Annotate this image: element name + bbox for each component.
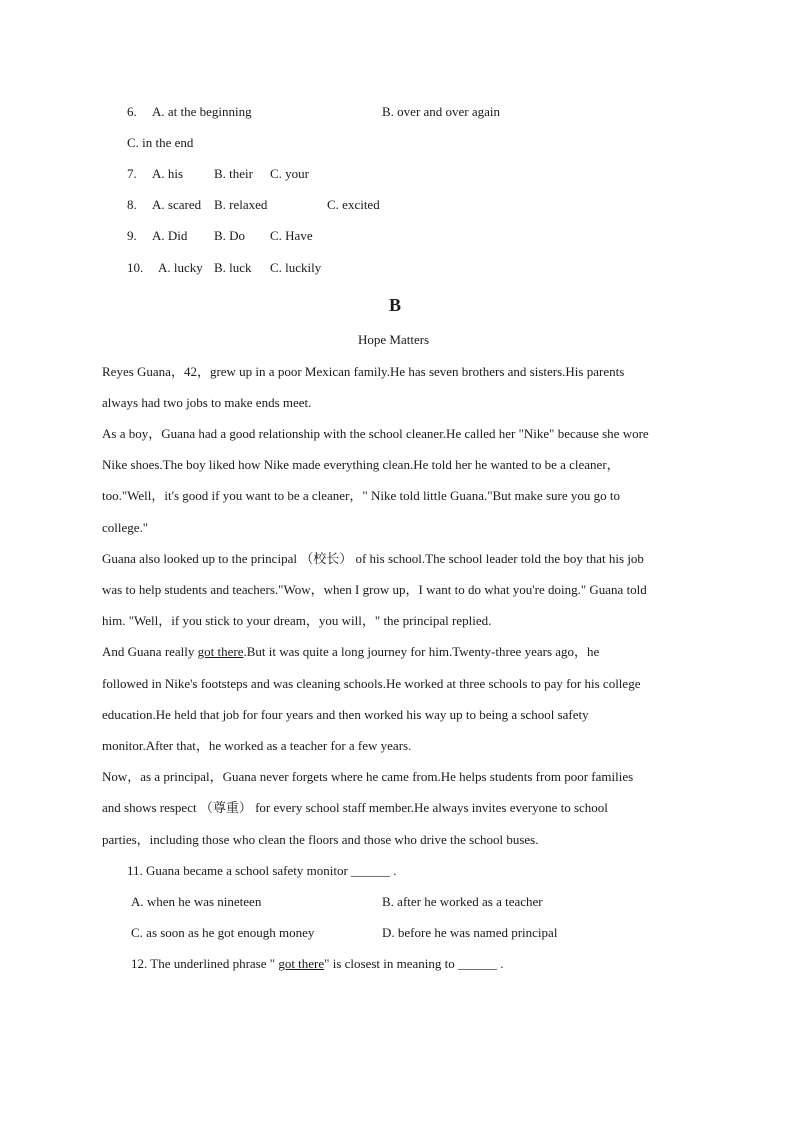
option-7b: B. their bbox=[214, 166, 253, 181]
option-8-number: 8. bbox=[127, 197, 137, 212]
passage-line: always had two jobs to make ends meet. bbox=[102, 395, 312, 410]
passage-line: college." bbox=[102, 520, 149, 535]
question-12-stem bbox=[131, 956, 504, 972]
option-9a: A. Did bbox=[152, 228, 188, 243]
question-11-stem: 11. Guana became a school safety monitor ______ . bbox=[127, 863, 397, 878]
option-6c: C. in the end bbox=[127, 135, 194, 150]
passage-line: As a boy，Guana had a good relationship with the school cleaner.He called her "Nike" because she wore bbox=[102, 426, 649, 441]
underlined-phrase: got there bbox=[197, 644, 244, 659]
option-8b: B. relaxed bbox=[214, 197, 268, 212]
option-7-number: 7. bbox=[127, 166, 137, 181]
option-6-number: 6. bbox=[127, 104, 137, 119]
option-9c: C. Have bbox=[270, 228, 313, 243]
passage-title: Hope Matters bbox=[358, 332, 430, 347]
passage-line: parties，including those who clean the floors and those who drive the school buses. bbox=[102, 832, 539, 847]
passage-line: Guana also looked up to the principal （校长） of his school.The school leader told the boy that his job bbox=[102, 551, 644, 566]
question-text: " is closest in meaning to ______ . bbox=[324, 956, 504, 971]
passage-line: Now，as a principal，Guana never forgets where he came from.He helps students from poor families bbox=[102, 769, 634, 784]
question-11-option-a: A. when he was nineteen bbox=[131, 894, 262, 909]
passage-line: education.He held that job for four years and then worked his way up to being a school safety bbox=[102, 707, 589, 722]
option-10b: B. luck bbox=[214, 260, 252, 275]
passage-line: and shows respect （尊重） for every school staff member.He always invites everyone to school bbox=[102, 800, 608, 815]
passage-line: him. "Well，if you stick to your dream，you will，" the principal replied. bbox=[102, 613, 492, 628]
passage-line: was to help students and teachers."Wow，when I grow up，I want to do what you're doing." Guana told bbox=[102, 582, 647, 597]
passage-line: Reyes Guana，42，grew up in a poor Mexican family.He has seven brothers and sisters.His parents bbox=[102, 364, 625, 379]
underlined-phrase: got there bbox=[278, 956, 325, 971]
option-10c: C. luckily bbox=[270, 260, 322, 275]
option-8c: C. excited bbox=[327, 197, 380, 212]
passage-text: And Guana really bbox=[102, 644, 198, 659]
option-10-number: 10. bbox=[127, 260, 144, 275]
option-7a: A. his bbox=[152, 166, 184, 181]
option-7c: C. your bbox=[270, 166, 309, 181]
passage-line: too."Well，it's good if you want to be a cleaner，" Nike told little Guana."But make sure you go to bbox=[102, 488, 620, 503]
option-10a: A. lucky bbox=[158, 260, 203, 275]
passage-line: followed in Nike's footsteps and was cleaning schools.He worked at three schools to pay for his college bbox=[102, 676, 641, 691]
option-8a: A. scared bbox=[152, 197, 202, 212]
question-11-option-d: D. before he was named principal bbox=[382, 925, 558, 940]
question-11-option-b: B. after he worked as a teacher bbox=[382, 894, 543, 909]
option-9-number: 9. bbox=[127, 228, 137, 243]
question-11-option-c: C. as soon as he got enough money bbox=[131, 925, 315, 940]
section-letter: B bbox=[389, 295, 402, 315]
option-6a: A. at the beginning bbox=[152, 104, 252, 119]
passage-line-with-underline bbox=[102, 644, 599, 660]
passage-line: monitor.After that，he worked as a teacher for a few years. bbox=[102, 738, 412, 753]
passage-text: .But it was quite a long journey for him.Twenty-three years ago，he bbox=[243, 644, 600, 659]
option-6b: B. over and over again bbox=[382, 104, 501, 119]
passage-line: Nike shoes.The boy liked how Nike made everything clean.He told her he wanted to be a cleaner， bbox=[102, 457, 620, 472]
option-9b: B. Do bbox=[214, 228, 246, 243]
question-text: 12. The underlined phrase " bbox=[131, 956, 279, 971]
